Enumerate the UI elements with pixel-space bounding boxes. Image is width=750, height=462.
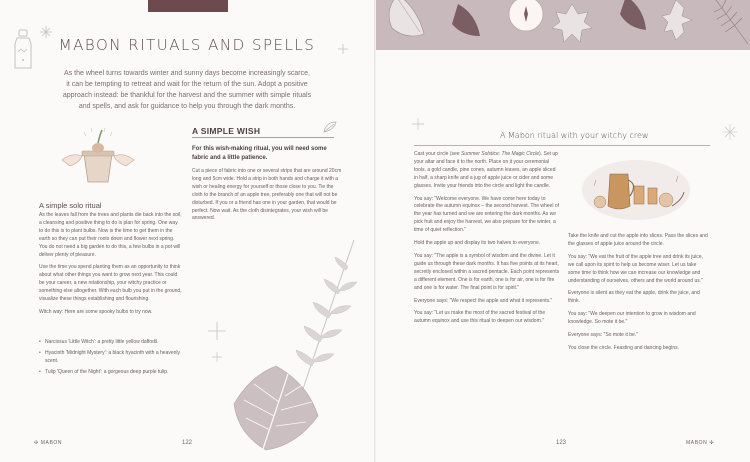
ritual-paragraph: Hold the apple up and display its two halves to everyone. bbox=[414, 240, 541, 247]
ritual-paragraph: You close the circle. Feasting and dancing begins. bbox=[568, 344, 679, 351]
right-footer: MABON ✣ bbox=[686, 440, 715, 446]
solo-paragraph: As the leaves fall from the trees and plants die back into the soil, a cleansing and positive thing to do is plan for spring. One way to do this is to plant bulbs. Now is the time to get them in the earth so they can put their roots down and flower next spring. You do not need a big garden to do this, a few bulbs in a pot will deliver plenty of pleasure. bbox=[39, 212, 182, 258]
left-page-number: 122 bbox=[182, 440, 193, 446]
top-color-bar bbox=[148, 0, 228, 12]
list-item: • Hyacinth 'Midnight Mystery': a black hyacinth with a heavenly scent. bbox=[39, 350, 183, 366]
ritual-column-2 bbox=[568, 233, 708, 358]
ritual-heading: A Mabon ritual with your witchy crew bbox=[500, 131, 649, 140]
leaf-icon bbox=[620, 0, 646, 30]
ritual-paragraph: Take the knife and cut the apple into slices. Pass the slices and the glasses of apple juice around the circle. bbox=[568, 233, 708, 247]
ritual-paragraph: Everyone is silent as they eat the apple, drink the juice, and think. bbox=[568, 290, 700, 305]
list-item: • Tulip 'Queen of the Night': a gorgeous deep purple tulip. bbox=[39, 369, 183, 377]
leaf-icon bbox=[452, 4, 480, 36]
right-page-number: 123 bbox=[556, 440, 567, 446]
apple-slice-icon bbox=[509, 0, 543, 31]
solo-paragraph: Use the time you spend planting them as an opportunity to think about what other things you want to grow next year. This could be your career, a new relationship, your witchy practice or something else altogether. With each bulb you put in the ground, visualize these things establishing and flourishing. bbox=[39, 264, 182, 303]
ritual-column-1 bbox=[414, 151, 560, 331]
birch-leaf-icon bbox=[226, 364, 326, 454]
witch-way-note: Witch way: Here are some spooky bulbs to try now. bbox=[39, 308, 153, 315]
sparkle-icon bbox=[212, 352, 222, 362]
solo-ritual-heading: A simple solo ritual bbox=[39, 201, 102, 210]
ritual-paragraph: Everyone says: "We respect the apple and what it represents." bbox=[414, 297, 553, 304]
page-title: MABON RITUALS AND SPELLS bbox=[58, 36, 316, 54]
wish-heading: A SIMPLE WISH bbox=[192, 126, 261, 136]
leaf-icon bbox=[662, 0, 692, 40]
star-divider-icon bbox=[722, 124, 738, 140]
ritual-paragraph: You say: "Welcome everyone. We have come here today to celebrate the autumn equinox – the second harvest. The wheel of the year has turned and we are entering the dark months. As we pick fruit and enjoy the harvest, we also prepare for the winter, a time of quiet reflection." bbox=[414, 195, 560, 234]
leaf-banner bbox=[376, 0, 750, 50]
leaf-icon bbox=[389, 0, 424, 36]
ritual-paragraph: You say: "We deepen our intention to grow in wisdom and knowledge. So mote it be." bbox=[568, 311, 696, 326]
fern-branch-icon bbox=[714, 0, 748, 44]
intro-paragraph: As the wheel turns towards winter and sunny days become increasingly scarce, it can be tempting to retreat and wait for the return of the sun. Adopt a positive approach instead: be thankful for the harvest and the summer with simple rituals and spells, and ask for guidance to help you through the dark months. bbox=[62, 70, 312, 110]
leaf-icon bbox=[322, 120, 338, 134]
wish-lead: For this wish-making ritual, you will need some fabric and a little patience. bbox=[192, 146, 327, 161]
ritual-paragraph: You say: "The apple is a symbol of wisdom and the divine. Let it guide us through these dark months. It has five points at its heart, secretly enclosed within a sacred pentacle. Each point represents a different element. One is for earth, one is for air, one is for fire and one is for water. The final point is for spirit." bbox=[414, 252, 560, 291]
ritual-paragraph: You say: "We eat the fruit of the apple tree and drink its juice, we call upon its spirit to help us become wiser. Let us take some time to think how we can increase our knowledge and understanding of ourselves, others and the world around us." bbox=[568, 253, 703, 284]
sparkle-icon bbox=[208, 322, 226, 340]
list-item: • Narcissus 'Little Witch': a pretty little yellow daffodil. bbox=[39, 339, 183, 347]
ritual-paragraph: Everyone says: "So mote it be." bbox=[568, 332, 638, 339]
ritual-paragraph: You say: "Let us make the most of the sacred festival of the autumn equinox and use this ritual to deepen our wisdom." bbox=[414, 310, 546, 325]
wish-body: Cut a piece of fabric into one or several strips that are around 20cm long and 5cm wide. Hold a strip in both hands and charge it with a wish or healing energy for yourself or those close to you. Tie the cloth to the branch of an apple tree, preferably one that will not be disturbed. If you or a friend has one in your garden, that would be perfect. Now wait. As the cloth disintegrates, your wish will be answered. bbox=[192, 168, 342, 222]
leaf-icon bbox=[552, 4, 592, 42]
ritual-divider bbox=[414, 145, 710, 146]
ritual-paragraph: Cast your circle (see Summer Solstice: The Magic Circle). Set up your altar and face it to the north. Place on it your ceremonial tools, a gold candle, pine cones, autumn leaves, an apple sliced in half, a sharp knife and a jug of apple juice or cider and some glasses. Invite your friends into the circle and light the candle. bbox=[414, 151, 558, 189]
plant-pot-icon bbox=[56, 126, 140, 192]
juice-jug-icon bbox=[580, 156, 692, 222]
solo-ritual-body bbox=[39, 212, 183, 322]
wish-divider bbox=[192, 137, 334, 138]
banner-art bbox=[376, 0, 750, 50]
sparkle-icon bbox=[412, 118, 424, 130]
bulb-list bbox=[39, 339, 183, 380]
cross-reference: Summer Solstice: The Magic Circle bbox=[460, 151, 540, 157]
left-footer: ✣ MABON bbox=[34, 440, 63, 446]
left-page bbox=[0, 0, 374, 462]
